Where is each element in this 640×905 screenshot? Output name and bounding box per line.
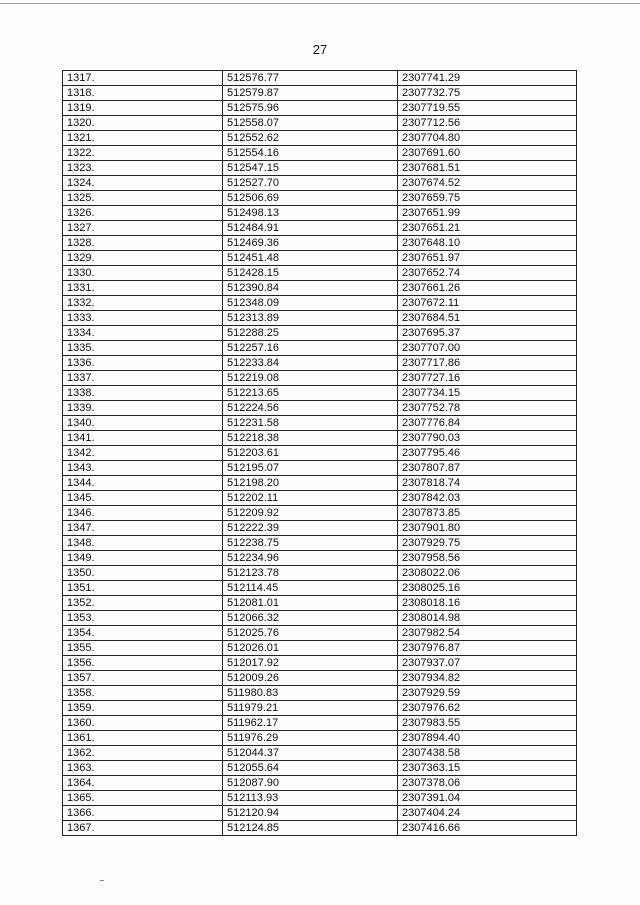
table-row [63,71,577,86]
point-number-cell: 1334. [63,326,223,341]
x-coordinate-cell: 512257.16 [223,341,398,356]
point-number-cell: 1329. [63,251,223,266]
point-number-cell: 1331. [63,281,223,296]
point-number-cell: 1330. [63,266,223,281]
table-row [63,806,577,821]
y-coordinate-cell: 2307438.58 [398,746,577,761]
page-number: 27 [312,42,328,57]
x-coordinate-cell: 512506.69 [223,191,398,206]
x-coordinate-cell: 512066.32 [223,611,398,626]
y-coordinate-cell: 2307707.00 [398,341,577,356]
point-number-cell: 1342. [63,446,223,461]
point-number-cell: 1359. [63,701,223,716]
x-coordinate-cell: 512231.58 [223,416,398,431]
point-number-cell: 1355. [63,641,223,656]
point-number-cell: 1338. [63,386,223,401]
y-coordinate-cell: 2307404.24 [398,806,577,821]
table-row [63,416,577,431]
y-coordinate-cell: 2307712.56 [398,116,577,131]
table-row [63,746,577,761]
x-coordinate-cell: 512009.26 [223,671,398,686]
table-row [63,461,577,476]
x-coordinate-cell: 512044.37 [223,746,398,761]
table-row [63,176,577,191]
y-coordinate-cell: 2307684.51 [398,311,577,326]
y-coordinate-cell: 2307363.15 [398,761,577,776]
x-coordinate-cell: 512288.25 [223,326,398,341]
x-coordinate-cell: 512390.84 [223,281,398,296]
table-row [63,641,577,656]
x-coordinate-cell: 512218.38 [223,431,398,446]
table-row [63,371,577,386]
table-row [63,356,577,371]
x-coordinate-cell: 512123.78 [223,566,398,581]
point-number-cell: 1366. [63,806,223,821]
point-number-cell: 1341. [63,431,223,446]
y-coordinate-cell: 2307719.55 [398,101,577,116]
table-row [63,686,577,701]
table-row [63,221,577,236]
y-coordinate-cell: 2307937.07 [398,656,577,671]
table-row [63,146,577,161]
table-row [63,101,577,116]
y-coordinate-cell: 2307929.59 [398,686,577,701]
x-coordinate-cell: 512234.96 [223,551,398,566]
point-number-cell: 1343. [63,461,223,476]
point-number-cell: 1322. [63,146,223,161]
x-coordinate-cell: 512209.92 [223,506,398,521]
point-number-cell: 1362. [63,746,223,761]
y-coordinate-cell: 2307691.60 [398,146,577,161]
table-row [63,821,577,836]
x-coordinate-cell: 512348.09 [223,296,398,311]
point-number-cell: 1320. [63,116,223,131]
x-coordinate-cell: 512552.62 [223,131,398,146]
x-coordinate-cell: 512554.16 [223,146,398,161]
x-coordinate-cell: 512313.89 [223,311,398,326]
point-number-cell: 1319. [63,101,223,116]
point-number-cell: 1357. [63,671,223,686]
coordinates-table-body [63,71,577,836]
table-row [63,431,577,446]
table-row [63,566,577,581]
point-number-cell: 1328. [63,236,223,251]
x-coordinate-cell: 512017.92 [223,656,398,671]
x-coordinate-cell: 512547.15 [223,161,398,176]
x-coordinate-cell: 512195.07 [223,461,398,476]
point-number-cell: 1363. [63,761,223,776]
x-coordinate-cell: 512113.93 [223,791,398,806]
y-coordinate-cell: 2307378.06 [398,776,577,791]
y-coordinate-cell: 2307651.21 [398,221,577,236]
x-coordinate-cell: 512120.94 [223,806,398,821]
point-number-cell: 1354. [63,626,223,641]
point-number-cell: 1344. [63,476,223,491]
table-row [63,491,577,506]
point-number-cell: 1324. [63,176,223,191]
point-number-cell: 1360. [63,716,223,731]
x-coordinate-cell: 512222.39 [223,521,398,536]
point-number-cell: 1325. [63,191,223,206]
x-coordinate-cell: 512484.91 [223,221,398,236]
table-row [63,551,577,566]
x-coordinate-cell: 512087.90 [223,776,398,791]
x-coordinate-cell: 512558.07 [223,116,398,131]
coordinates-table [62,70,577,836]
point-number-cell: 1335. [63,341,223,356]
x-coordinate-cell: 512233.84 [223,356,398,371]
table-row [63,506,577,521]
point-number-cell: 1356. [63,656,223,671]
y-coordinate-cell: 2307416.66 [398,821,577,836]
point-number-cell: 1358. [63,686,223,701]
y-coordinate-cell: 2307901.80 [398,521,577,536]
x-coordinate-cell: 512498.13 [223,206,398,221]
y-coordinate-cell: 2307674.52 [398,176,577,191]
x-coordinate-cell: 512114.45 [223,581,398,596]
y-coordinate-cell: 2307648.10 [398,236,577,251]
y-coordinate-cell: 2307818.74 [398,476,577,491]
point-number-cell: 1365. [63,791,223,806]
x-coordinate-cell: 512026.01 [223,641,398,656]
point-number-cell: 1347. [63,521,223,536]
point-number-cell: 1317. [63,71,223,86]
table-row [63,476,577,491]
table-row [63,206,577,221]
x-coordinate-cell: 512081.01 [223,596,398,611]
point-number-cell: 1367. [63,821,223,836]
table-row [63,341,577,356]
y-coordinate-cell: 2307795.46 [398,446,577,461]
x-coordinate-cell: 512198.20 [223,476,398,491]
y-coordinate-cell: 2307652.74 [398,266,577,281]
table-row [63,311,577,326]
x-coordinate-cell: 512428.15 [223,266,398,281]
y-coordinate-cell: 2307842.03 [398,491,577,506]
y-coordinate-cell: 2308022.06 [398,566,577,581]
x-coordinate-cell: 512025.76 [223,626,398,641]
y-coordinate-cell: 2307704.80 [398,131,577,146]
point-number-cell: 1352. [63,596,223,611]
point-number-cell: 1348. [63,536,223,551]
table-row [63,596,577,611]
table-row [63,116,577,131]
point-number-cell: 1349. [63,551,223,566]
point-number-cell: 1321. [63,131,223,146]
y-coordinate-cell: 2307681.51 [398,161,577,176]
x-coordinate-cell: 512575.96 [223,101,398,116]
top-border-line [0,3,640,4]
y-coordinate-cell: 2307732.75 [398,86,577,101]
point-number-cell: 1327. [63,221,223,236]
y-coordinate-cell: 2307695.37 [398,326,577,341]
y-coordinate-cell: 2307873.85 [398,506,577,521]
point-number-cell: 1333. [63,311,223,326]
y-coordinate-cell: 2307659.75 [398,191,577,206]
table-row [63,611,577,626]
y-coordinate-cell: 2307929.75 [398,536,577,551]
y-coordinate-cell: 2307983.55 [398,716,577,731]
x-coordinate-cell: 511980.83 [223,686,398,701]
table-row [63,86,577,101]
scan-mark [100,880,104,881]
x-coordinate-cell: 511979.21 [223,701,398,716]
x-coordinate-cell: 512219.08 [223,371,398,386]
x-coordinate-cell: 512124.85 [223,821,398,836]
table-row [63,716,577,731]
x-coordinate-cell: 512579.87 [223,86,398,101]
x-coordinate-cell: 512203.61 [223,446,398,461]
y-coordinate-cell: 2307976.62 [398,701,577,716]
y-coordinate-cell: 2308018.16 [398,596,577,611]
y-coordinate-cell: 2307982.54 [398,626,577,641]
table-row [63,791,577,806]
x-coordinate-cell: 512213.65 [223,386,398,401]
y-coordinate-cell: 2308014.98 [398,611,577,626]
point-number-cell: 1364. [63,776,223,791]
table-row [63,761,577,776]
table-row [63,656,577,671]
x-coordinate-cell: 512576.77 [223,71,398,86]
x-coordinate-cell: 512202.11 [223,491,398,506]
y-coordinate-cell: 2307790.03 [398,431,577,446]
point-number-cell: 1332. [63,296,223,311]
point-number-cell: 1323. [63,161,223,176]
x-coordinate-cell: 512224.56 [223,401,398,416]
point-number-cell: 1361. [63,731,223,746]
table-row [63,281,577,296]
y-coordinate-cell: 2307661.26 [398,281,577,296]
y-coordinate-cell: 2307976.87 [398,641,577,656]
table-row [63,131,577,146]
table-row [63,521,577,536]
table-row [63,671,577,686]
table-row [63,326,577,341]
point-number-cell: 1340. [63,416,223,431]
y-coordinate-cell: 2307934.82 [398,671,577,686]
y-coordinate-cell: 2308025.16 [398,581,577,596]
y-coordinate-cell: 2307741.29 [398,71,577,86]
table-row [63,401,577,416]
point-number-cell: 1337. [63,371,223,386]
y-coordinate-cell: 2307651.99 [398,206,577,221]
y-coordinate-cell: 2307734.15 [398,386,577,401]
point-number-cell: 1318. [63,86,223,101]
x-coordinate-cell: 512469.36 [223,236,398,251]
y-coordinate-cell: 2307391.04 [398,791,577,806]
x-coordinate-cell: 512451.48 [223,251,398,266]
point-number-cell: 1351. [63,581,223,596]
table-row [63,731,577,746]
y-coordinate-cell: 2307727.16 [398,371,577,386]
table-row [63,386,577,401]
point-number-cell: 1339. [63,401,223,416]
y-coordinate-cell: 2307717.86 [398,356,577,371]
table-row [63,446,577,461]
table-row [63,251,577,266]
point-number-cell: 1336. [63,356,223,371]
y-coordinate-cell: 2307894.40 [398,731,577,746]
x-coordinate-cell: 511976.29 [223,731,398,746]
x-coordinate-cell: 512238.75 [223,536,398,551]
point-number-cell: 1346. [63,506,223,521]
y-coordinate-cell: 2307752.78 [398,401,577,416]
table-row [63,296,577,311]
table-row [63,191,577,206]
x-coordinate-cell: 512527.70 [223,176,398,191]
table-row [63,776,577,791]
x-coordinate-cell: 512055.64 [223,761,398,776]
table-row [63,266,577,281]
table-row [63,581,577,596]
y-coordinate-cell: 2307672.11 [398,296,577,311]
y-coordinate-cell: 2307807.87 [398,461,577,476]
y-coordinate-cell: 2307776.84 [398,416,577,431]
y-coordinate-cell: 2307958.56 [398,551,577,566]
table-row [63,626,577,641]
point-number-cell: 1345. [63,491,223,506]
table-row [63,236,577,251]
table-row [63,701,577,716]
table-row [63,536,577,551]
y-coordinate-cell: 2307651.97 [398,251,577,266]
point-number-cell: 1353. [63,611,223,626]
point-number-cell: 1350. [63,566,223,581]
point-number-cell: 1326. [63,206,223,221]
x-coordinate-cell: 511962.17 [223,716,398,731]
table-row [63,161,577,176]
